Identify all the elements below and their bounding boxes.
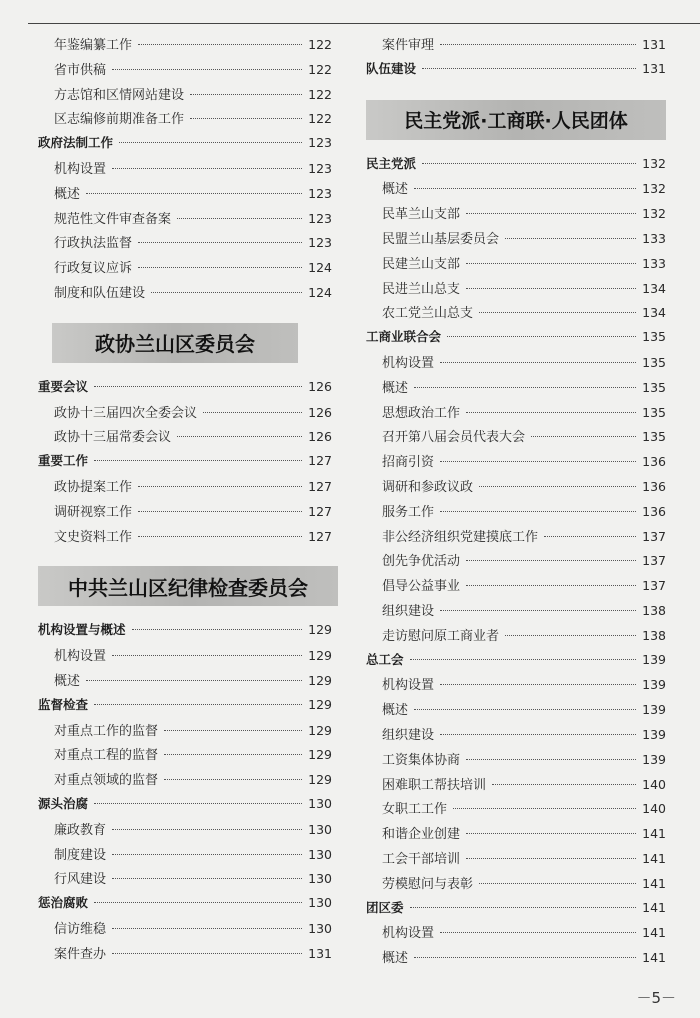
dot-leader bbox=[86, 680, 302, 681]
toc-entry-label: 政府法制工作 bbox=[38, 135, 114, 151]
toc-entry bbox=[366, 253, 666, 278]
toc-entry-label: 制度建设 bbox=[54, 847, 107, 863]
dot-leader bbox=[86, 193, 302, 194]
toc-entry-label: 文史资料工作 bbox=[54, 529, 133, 545]
toc-entry-label: 困难职工帮扶培训 bbox=[382, 777, 487, 793]
toc-entry-label: 服务工作 bbox=[382, 504, 435, 520]
dot-leader bbox=[164, 754, 302, 755]
toc-category-entry bbox=[366, 59, 666, 84]
toc-page-number: 139 bbox=[642, 702, 666, 718]
toc-page-number: 139 bbox=[642, 677, 666, 693]
toc-entry bbox=[38, 526, 332, 551]
toc-entry-label: 招商引资 bbox=[382, 455, 435, 471]
dot-leader bbox=[440, 932, 636, 933]
toc-entry-label: 廉政教育 bbox=[54, 822, 107, 838]
dot-leader bbox=[466, 759, 636, 760]
dot-leader bbox=[544, 536, 636, 537]
toc-entry-label: 概述 bbox=[382, 380, 409, 396]
dot-leader bbox=[466, 585, 636, 586]
toc-page-number: 136 bbox=[642, 478, 666, 494]
toc-category-entry bbox=[38, 794, 332, 819]
toc-page-number: 126 bbox=[308, 378, 332, 394]
dot-leader bbox=[466, 858, 636, 859]
dot-leader bbox=[466, 833, 636, 834]
toc-entry-label: 倡导公益事业 bbox=[382, 579, 461, 595]
toc-page-number: 138 bbox=[642, 602, 666, 618]
toc-page-number: 130 bbox=[308, 795, 332, 811]
toc-page-number: 122 bbox=[308, 86, 332, 102]
dot-leader bbox=[440, 610, 636, 611]
section-banner bbox=[38, 319, 332, 367]
toc-page-number: 139 bbox=[642, 651, 666, 667]
dot-leader bbox=[112, 928, 302, 929]
dot-leader bbox=[479, 486, 636, 487]
dot-leader bbox=[440, 511, 636, 512]
dot-leader bbox=[505, 238, 636, 239]
toc-entry bbox=[38, 402, 332, 427]
dot-leader bbox=[531, 436, 636, 437]
toc-page-number: 126 bbox=[308, 429, 332, 445]
toc-page-number: 137 bbox=[642, 553, 666, 569]
toc-entry bbox=[366, 625, 666, 650]
toc-page-number: 131 bbox=[642, 60, 666, 76]
toc-category-entry bbox=[38, 377, 332, 402]
toc-category-entry bbox=[366, 327, 666, 352]
toc-entry bbox=[38, 158, 332, 183]
toc-page-number: 132 bbox=[642, 206, 666, 222]
toc-page-number: 123 bbox=[308, 210, 332, 226]
toc-entry-label: 组织建设 bbox=[382, 603, 435, 619]
dot-leader bbox=[410, 907, 637, 908]
toc-page-number: 129 bbox=[308, 747, 332, 763]
dot-leader bbox=[94, 704, 302, 705]
toc-entry-label: 政协十三届四次全委会议 bbox=[54, 405, 198, 421]
toc-entry-label: 机构设置 bbox=[382, 926, 435, 942]
toc-page-number: 122 bbox=[308, 37, 332, 52]
toc-entry-label: 对重点工程的监督 bbox=[54, 748, 159, 764]
dot-leader bbox=[138, 536, 302, 537]
toc-entry-label: 案件审理 bbox=[382, 38, 435, 53]
toc-entry bbox=[366, 426, 666, 451]
dot-leader bbox=[479, 312, 636, 313]
toc-page-number: 141 bbox=[642, 875, 666, 891]
dot-leader bbox=[414, 188, 636, 189]
toc-entry-label: 民进兰山总支 bbox=[382, 281, 461, 297]
toc-page-number: 131 bbox=[308, 945, 332, 961]
toc-page-number: 141 bbox=[642, 850, 666, 866]
dot-leader bbox=[164, 730, 302, 731]
toc-entry bbox=[366, 724, 666, 749]
toc-entry bbox=[38, 84, 332, 109]
toc-entry-label: 创先争优活动 bbox=[382, 554, 461, 570]
toc-page-number: 141 bbox=[642, 826, 666, 842]
dot-leader bbox=[440, 461, 636, 462]
toc-entry-label: 队伍建设 bbox=[366, 60, 417, 76]
dot-leader bbox=[112, 878, 302, 879]
dot-leader bbox=[505, 635, 636, 636]
dot-leader bbox=[414, 709, 636, 710]
toc-entry bbox=[38, 208, 332, 233]
toc-page-number: 127 bbox=[308, 478, 332, 494]
toc-entry bbox=[366, 823, 666, 848]
toc-entry bbox=[366, 600, 666, 625]
toc-page-number: 139 bbox=[642, 726, 666, 742]
toc-entry-label: 对重点领域的监督 bbox=[54, 773, 159, 789]
toc-page-number: 127 bbox=[308, 453, 332, 469]
toc-page-number: 130 bbox=[308, 846, 332, 862]
page-number: －5－ bbox=[636, 989, 676, 1007]
toc-entry bbox=[38, 645, 332, 670]
toc-entry-label: 工商业联合会 bbox=[366, 329, 442, 345]
toc-entry-label: 重要会议 bbox=[38, 378, 89, 394]
toc-page-number: 130 bbox=[308, 821, 332, 837]
toc-group bbox=[38, 34, 332, 307]
dot-leader bbox=[440, 362, 636, 363]
dot-leader bbox=[466, 263, 636, 264]
toc-page-number: 134 bbox=[642, 305, 666, 321]
toc-page-number: 129 bbox=[308, 696, 332, 712]
toc-entry-label: 惩治腐败 bbox=[38, 895, 89, 911]
toc-entry bbox=[38, 108, 332, 133]
toc-entry-label: 团区委 bbox=[366, 899, 404, 915]
toc-entry-label: 女职工工作 bbox=[382, 802, 448, 818]
toc-entry-label: 重要工作 bbox=[38, 453, 89, 469]
toc-category-entry bbox=[38, 451, 332, 476]
dot-leader bbox=[112, 69, 302, 70]
toc-entry bbox=[366, 848, 666, 873]
toc-page-number: 135 bbox=[642, 354, 666, 370]
toc-entry bbox=[38, 426, 332, 451]
dot-leader bbox=[190, 118, 302, 119]
toc-entry bbox=[366, 674, 666, 699]
toc-entry-label: 机构设置 bbox=[382, 678, 435, 694]
toc-entry-label: 政协十三届常委会议 bbox=[54, 430, 172, 446]
toc-entry-label: 工会干部培训 bbox=[382, 851, 461, 867]
dot-leader bbox=[138, 486, 302, 487]
dot-leader bbox=[410, 659, 637, 660]
toc-page-number: 129 bbox=[308, 722, 332, 738]
banner-title: 民主党派·工商联·人民团体 bbox=[404, 110, 628, 133]
toc-entry bbox=[38, 943, 332, 968]
dot-leader bbox=[492, 784, 636, 785]
toc-page-number: 130 bbox=[308, 871, 332, 887]
toc-page-number: 136 bbox=[642, 503, 666, 519]
dot-leader bbox=[94, 902, 302, 903]
toc-entry-label: 制度和队伍建设 bbox=[54, 285, 146, 301]
toc-page-number: 136 bbox=[642, 454, 666, 470]
toc-page-number: 124 bbox=[308, 260, 332, 276]
toc-entry-label: 劳模慰问与表彰 bbox=[382, 876, 474, 892]
banner-title: 政协兰山区委员会 bbox=[95, 332, 255, 357]
toc-page-number: 133 bbox=[642, 255, 666, 271]
toc-entry bbox=[38, 501, 332, 526]
toc-page-number: 133 bbox=[642, 230, 666, 246]
dot-leader bbox=[94, 460, 302, 461]
dot-leader bbox=[138, 267, 302, 268]
toc-page-number: 130 bbox=[308, 920, 332, 936]
dot-leader bbox=[132, 629, 303, 630]
toc-entry-label: 调研和参政议政 bbox=[382, 479, 474, 495]
toc-category-entry bbox=[366, 650, 666, 675]
toc-entry bbox=[38, 670, 332, 695]
toc-right-column bbox=[366, 34, 666, 972]
section-banner bbox=[366, 96, 666, 144]
toc-entry-label: 方志馆和区情网站建设 bbox=[54, 87, 185, 103]
toc-entry bbox=[366, 178, 666, 203]
dot-leader bbox=[422, 163, 636, 164]
dot-leader bbox=[466, 288, 636, 289]
dot-leader bbox=[177, 436, 302, 437]
toc-entry bbox=[38, 720, 332, 745]
toc-entry bbox=[366, 451, 666, 476]
toc-entry bbox=[366, 228, 666, 253]
dot-leader bbox=[440, 44, 636, 45]
dot-leader bbox=[112, 854, 302, 855]
dot-leader bbox=[138, 242, 302, 243]
toc-page-number: 123 bbox=[308, 135, 332, 151]
toc-page-number: 122 bbox=[308, 111, 332, 127]
dot-leader bbox=[151, 292, 302, 293]
toc-entry bbox=[38, 819, 332, 844]
toc-category-entry bbox=[366, 154, 666, 179]
toc-entry-label: 走访慰问原工商业者 bbox=[382, 628, 500, 644]
toc-entry-label: 概述 bbox=[54, 186, 81, 202]
toc-page-number: 137 bbox=[642, 578, 666, 594]
toc-group bbox=[366, 34, 666, 84]
toc-entry bbox=[366, 575, 666, 600]
toc-entry bbox=[366, 377, 666, 402]
toc-entry-label: 总工会 bbox=[366, 651, 404, 667]
toc-page-number: 138 bbox=[642, 627, 666, 643]
toc-page-number: 127 bbox=[308, 528, 332, 544]
dot-leader bbox=[453, 808, 636, 809]
toc-entry bbox=[38, 476, 332, 501]
toc-entry-label: 概述 bbox=[382, 951, 409, 967]
dot-leader bbox=[138, 44, 302, 45]
top-rule bbox=[28, 23, 700, 24]
banner-title: 中共兰山区纪律检查委员会 bbox=[68, 575, 308, 600]
toc-page-number: 123 bbox=[308, 160, 332, 176]
toc-page-number: 129 bbox=[308, 648, 332, 664]
toc-entry bbox=[38, 232, 332, 257]
toc-page-number: 132 bbox=[642, 181, 666, 197]
dot-leader bbox=[466, 412, 636, 413]
toc-entry bbox=[366, 203, 666, 228]
toc-entry-label: 省市供稿 bbox=[54, 62, 107, 78]
toc-entry bbox=[366, 302, 666, 327]
toc-entry-label: 民主党派 bbox=[366, 155, 417, 171]
toc-entry-label: 民盟兰山基层委员会 bbox=[382, 231, 500, 247]
toc-entry-label: 机构设置 bbox=[54, 649, 107, 665]
toc-entry-label: 民建兰山支部 bbox=[382, 256, 461, 272]
toc-page-number: 123 bbox=[308, 235, 332, 251]
toc-page-number: 141 bbox=[642, 950, 666, 966]
toc-entry-label: 信访维稳 bbox=[54, 921, 107, 937]
dot-leader bbox=[112, 655, 302, 656]
toc-page-number: 137 bbox=[642, 528, 666, 544]
toc-page-number: 135 bbox=[642, 379, 666, 395]
toc-entry-label: 召开第八届会员代表大会 bbox=[382, 430, 526, 446]
dot-leader bbox=[94, 803, 302, 804]
toc-category-entry bbox=[38, 620, 332, 645]
toc-entry-label: 组织建设 bbox=[382, 727, 435, 743]
toc-entry-label: 非公经济组织党建摸底工作 bbox=[382, 529, 539, 545]
toc-entry-label: 监督检查 bbox=[38, 696, 89, 712]
dot-leader bbox=[177, 218, 302, 219]
toc-page-number: 139 bbox=[642, 751, 666, 767]
toc-page-number: 141 bbox=[642, 899, 666, 915]
dot-leader bbox=[164, 779, 302, 780]
dot-leader bbox=[440, 684, 636, 685]
toc-entry bbox=[38, 844, 332, 869]
dot-leader bbox=[112, 829, 302, 830]
dot-leader bbox=[414, 957, 636, 958]
toc-entry-label: 民革兰山支部 bbox=[382, 207, 461, 223]
dot-leader bbox=[112, 168, 302, 169]
toc-entry-label: 对重点工作的监督 bbox=[54, 723, 159, 739]
toc-category-entry bbox=[38, 133, 332, 158]
toc-entry bbox=[366, 34, 666, 59]
dot-leader bbox=[203, 412, 302, 413]
toc-entry bbox=[38, 868, 332, 893]
dot-leader bbox=[422, 68, 636, 69]
dot-leader bbox=[447, 336, 636, 337]
toc-entry-label: 机构设置 bbox=[382, 355, 435, 371]
dot-leader bbox=[466, 213, 636, 214]
toc-page-number: 124 bbox=[308, 284, 332, 300]
toc-entry bbox=[38, 744, 332, 769]
toc-page-number: 135 bbox=[642, 404, 666, 420]
toc-left-column bbox=[38, 34, 332, 968]
toc-page-number: 130 bbox=[308, 895, 332, 911]
dot-leader bbox=[466, 560, 636, 561]
toc-category-entry bbox=[366, 898, 666, 923]
toc-entry-label: 源头治腐 bbox=[38, 795, 89, 811]
dot-leader bbox=[94, 386, 302, 387]
toc-entry-label: 行政复议应诉 bbox=[54, 261, 133, 277]
toc-entry-label: 和谐企业创建 bbox=[382, 827, 461, 843]
toc-entry-label: 案件查办 bbox=[54, 946, 107, 962]
toc-entry bbox=[366, 526, 666, 551]
toc-page-number: 131 bbox=[642, 37, 666, 52]
toc-entry bbox=[366, 278, 666, 303]
toc-page-number: 129 bbox=[308, 772, 332, 788]
dot-leader bbox=[440, 734, 636, 735]
dot-leader bbox=[119, 142, 302, 143]
toc-entry bbox=[38, 59, 332, 84]
toc-page-number: 123 bbox=[308, 185, 332, 201]
toc-entry-label: 概述 bbox=[382, 703, 409, 719]
toc-entry bbox=[366, 774, 666, 799]
toc-entry bbox=[38, 769, 332, 794]
toc-entry-label: 概述 bbox=[382, 182, 409, 198]
toc-category-entry bbox=[38, 893, 332, 918]
toc-entry-label: 规范性文件审查备案 bbox=[54, 211, 172, 227]
dot-leader bbox=[138, 511, 302, 512]
toc-page-number: 127 bbox=[308, 503, 332, 519]
toc-page-number: 129 bbox=[308, 672, 332, 688]
toc-entry bbox=[38, 918, 332, 943]
toc-page-number: 141 bbox=[642, 925, 666, 941]
toc-entry-label: 年鉴编纂工作 bbox=[54, 38, 133, 53]
toc-entry-label: 政协提案工作 bbox=[54, 479, 133, 495]
toc-entry-label: 行政执法监督 bbox=[54, 236, 133, 252]
toc-entry bbox=[366, 922, 666, 947]
toc-entry bbox=[366, 501, 666, 526]
toc-entry-label: 区志编修前期准备工作 bbox=[54, 112, 185, 128]
toc-entry-label: 概述 bbox=[54, 673, 81, 689]
toc-entry bbox=[38, 282, 332, 307]
toc-entry-label: 调研视察工作 bbox=[54, 504, 133, 520]
toc-entry bbox=[366, 352, 666, 377]
toc-entry-label: 思想政治工作 bbox=[382, 405, 461, 421]
toc-entry bbox=[366, 873, 666, 898]
toc-page-number: 132 bbox=[642, 155, 666, 171]
toc-page-number: 140 bbox=[642, 801, 666, 817]
toc-group bbox=[366, 154, 666, 972]
toc-entry bbox=[38, 257, 332, 282]
toc-entry bbox=[366, 550, 666, 575]
toc-page-number: 129 bbox=[308, 622, 332, 638]
toc-page-number: 135 bbox=[642, 329, 666, 345]
toc-entry-label: 机构设置 bbox=[54, 161, 107, 177]
toc-category-entry bbox=[38, 695, 332, 720]
dot-leader bbox=[190, 94, 302, 95]
dot-leader bbox=[112, 953, 302, 954]
dot-leader bbox=[414, 387, 636, 388]
toc-page-number: 122 bbox=[308, 61, 332, 77]
toc-group bbox=[38, 377, 332, 551]
toc-page-number: 140 bbox=[642, 776, 666, 792]
toc-page-number: 126 bbox=[308, 404, 332, 420]
toc-entry-label: 行风建设 bbox=[54, 872, 107, 888]
toc-entry-label: 机构设置与概述 bbox=[38, 622, 126, 638]
toc-page-number: 135 bbox=[642, 429, 666, 445]
toc-entry bbox=[366, 476, 666, 501]
toc-entry bbox=[366, 749, 666, 774]
toc-entry-label: 农工党兰山总支 bbox=[382, 306, 474, 322]
section-banner bbox=[38, 562, 332, 610]
toc-entry bbox=[366, 402, 666, 427]
toc-entry bbox=[366, 699, 666, 724]
toc-entry bbox=[366, 798, 666, 823]
toc-entry bbox=[38, 34, 332, 59]
toc-entry-label: 工资集体协商 bbox=[382, 752, 461, 768]
toc-entry bbox=[366, 947, 666, 972]
toc-group bbox=[38, 620, 332, 967]
dot-leader bbox=[479, 883, 636, 884]
toc-page-number: 134 bbox=[642, 280, 666, 296]
toc-entry bbox=[38, 183, 332, 208]
